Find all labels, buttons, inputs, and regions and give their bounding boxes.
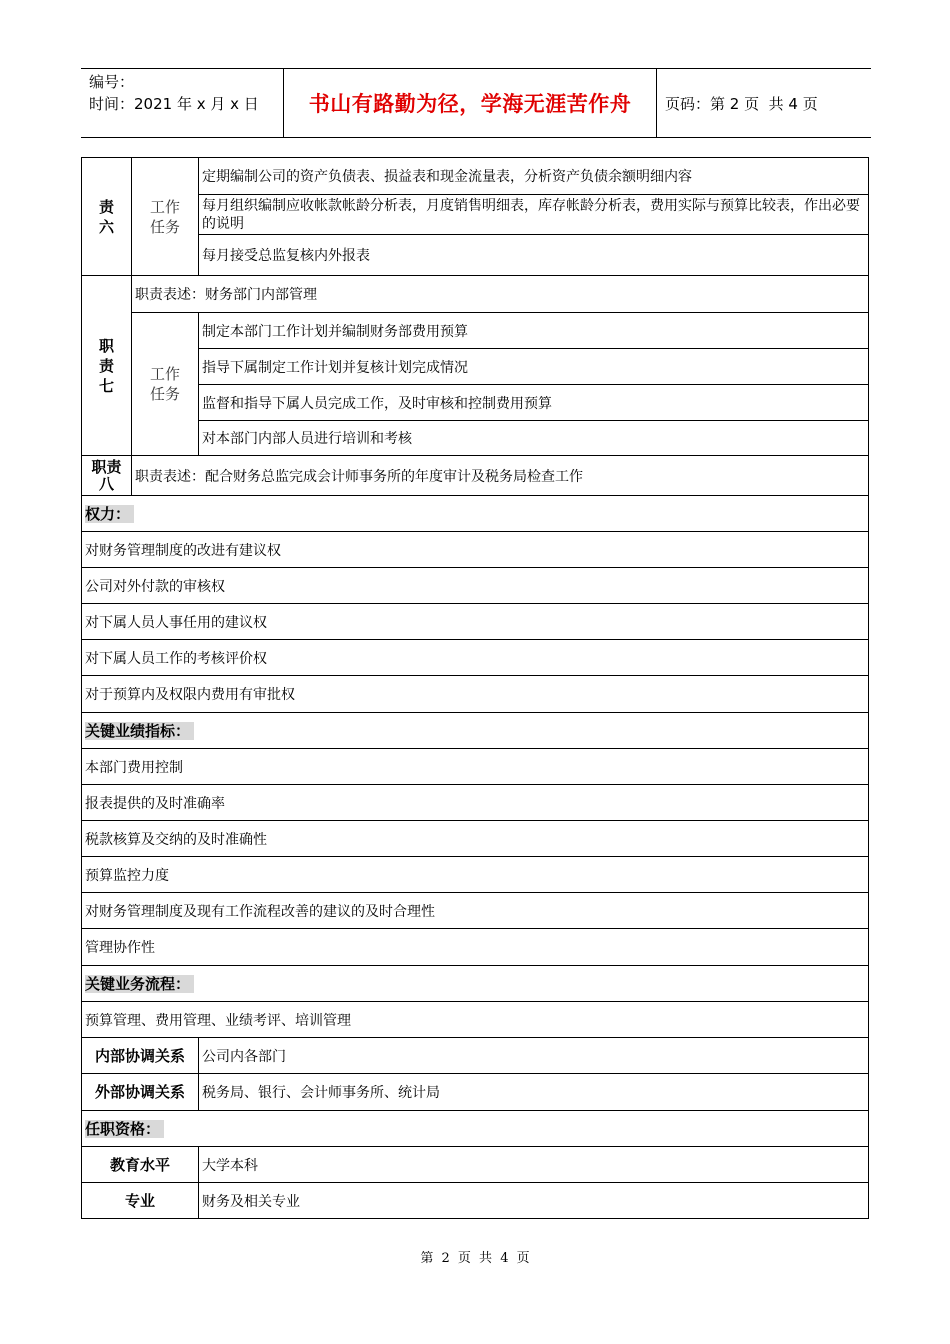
- duty6-label-text: 责 六: [98, 197, 114, 236]
- kpi-item-row: [82, 821, 869, 857]
- authority-title-row: [82, 496, 869, 532]
- internal-row: [82, 1038, 869, 1074]
- duty6-task-row: [82, 158, 869, 195]
- document-time-label: 时间：2021 年 x 月 x 日: [89, 95, 259, 113]
- authority-item-3: 对下属人员人事任用的建议权: [82, 604, 869, 640]
- duty7-task-row: [82, 421, 869, 456]
- kpi-title-text: 关键业绩指标：: [85, 722, 194, 740]
- duty6-task-row: [82, 195, 869, 235]
- education-label: 教育水平: [82, 1147, 199, 1183]
- kpi-item-3: 税款核算及交纳的及时准确性: [82, 821, 869, 857]
- duty7-task-label: [132, 313, 199, 456]
- education-row: [82, 1147, 869, 1183]
- qualification-title: [82, 1111, 869, 1147]
- duty7-label: [82, 276, 132, 456]
- duty7-statement-row: [82, 276, 869, 313]
- header-meta: [81, 69, 283, 137]
- kpi-item-row: [82, 749, 869, 785]
- kpi-item-6: 管理协作性: [82, 929, 869, 966]
- duty6-label: [82, 158, 132, 276]
- authority-item-2: 公司对外付款的审核权: [82, 568, 869, 604]
- duty6-task-row: [82, 235, 869, 276]
- page-number-label: 页码：第 2 页 共 4 页: [665, 94, 818, 113]
- duty6-task-2: 每月组织编制应收帐款帐龄分析表，月度销售明细表，库存帐龄分析表，费用实际与预算比较表，作出必要的说明: [199, 195, 869, 235]
- page-footer: 第 2 页 共 4 页: [420, 1251, 530, 1266]
- authority-item-5: 对于预算内及权限内费用有审批权: [82, 676, 869, 713]
- external-label: 外部协调关系: [82, 1074, 199, 1111]
- duty6-task-label: [132, 158, 199, 276]
- authority-title: [82, 496, 869, 532]
- authority-item-row: [82, 640, 869, 676]
- kpi-item-row: [82, 785, 869, 821]
- duty6-task-label-text: 工作 任务: [149, 197, 180, 236]
- authority-item-row: [82, 676, 869, 713]
- major-value: 财务及相关专业: [199, 1183, 869, 1219]
- external-value: 税务局、银行、会计师事务所、统计局: [199, 1074, 869, 1111]
- duty7-task-label-text: 工作 任务: [149, 365, 180, 403]
- kpi-item-2: 报表提供的及时准确率: [82, 785, 869, 821]
- document-number-label: 编号：: [89, 73, 135, 91]
- major-label: 专业: [82, 1183, 199, 1219]
- duty7-task-1: 制定本部门工作计划并编制财务部费用预算: [199, 313, 869, 349]
- internal-value: 公司内各部门: [199, 1038, 869, 1074]
- authority-item-1: 对财务管理制度的改进有建议权: [82, 532, 869, 568]
- page-header: [81, 68, 871, 138]
- external-row: [82, 1074, 869, 1111]
- process-title-text: 关键业务流程：: [85, 975, 194, 993]
- duty8-label-text: 职责 八: [91, 457, 122, 493]
- duty7-task-row: [82, 349, 869, 385]
- duty7-label-text: 职 责 七: [98, 336, 114, 395]
- duty7-task-4: 对本部门内部人员进行培训和考核: [199, 421, 869, 456]
- job-description-table: [81, 157, 869, 1219]
- duty8-row: [82, 456, 869, 496]
- kpi-item-row: [82, 893, 869, 929]
- process-title: [82, 966, 869, 1002]
- duty7-task-2: 指导下属制定工作计划并复核计划完成情况: [199, 349, 869, 385]
- kpi-item-4: 预算监控力度: [82, 857, 869, 893]
- kpi-title-row: [82, 713, 869, 749]
- kpi-item-1: 本部门费用控制: [82, 749, 869, 785]
- duty8-label: [82, 456, 132, 496]
- duty8-statement: 职责表述：配合财务总监完成会计师事务所的年度审计及税务局检查工作: [132, 456, 869, 496]
- major-row: [82, 1183, 869, 1219]
- header-page-number: [657, 69, 879, 137]
- duty7-task-row: [82, 385, 869, 421]
- process-value-row: [82, 1002, 869, 1038]
- kpi-item-row: [82, 929, 869, 966]
- process-value: 预算管理、费用管理、业绩考评、培训管理: [82, 1002, 869, 1038]
- duty6-task-3: 每月接受总监复核内外报表: [199, 235, 869, 276]
- header-motto: 书山有路勤为径，学海无涯苦作舟: [283, 69, 657, 137]
- duty7-task-row: [82, 313, 869, 349]
- qualification-title-text: 任职资格：: [85, 1120, 164, 1138]
- duty7-statement: 职责表述：财务部门内部管理: [132, 276, 869, 313]
- kpi-title: [82, 713, 869, 749]
- authority-item-row: [82, 604, 869, 640]
- education-value: 大学本科: [199, 1147, 869, 1183]
- duty6-task-1: 定期编制公司的资产负债表、损益表和现金流量表，分析资产负债余额明细内容: [199, 158, 869, 195]
- process-title-row: [82, 966, 869, 1002]
- authority-item-row: [82, 532, 869, 568]
- internal-label: 内部协调关系: [82, 1038, 199, 1074]
- authority-item-4: 对下属人员工作的考核评价权: [82, 640, 869, 676]
- kpi-item-5: 对财务管理制度及现有工作流程改善的建议的及时合理性: [82, 893, 869, 929]
- qualification-title-row: [82, 1111, 869, 1147]
- duty7-task-3: 监督和指导下属人员完成工作，及时审核和控制费用预算: [199, 385, 869, 421]
- authority-item-row: [82, 568, 869, 604]
- authority-title-text: 权力：: [85, 505, 134, 523]
- kpi-item-row: [82, 857, 869, 893]
